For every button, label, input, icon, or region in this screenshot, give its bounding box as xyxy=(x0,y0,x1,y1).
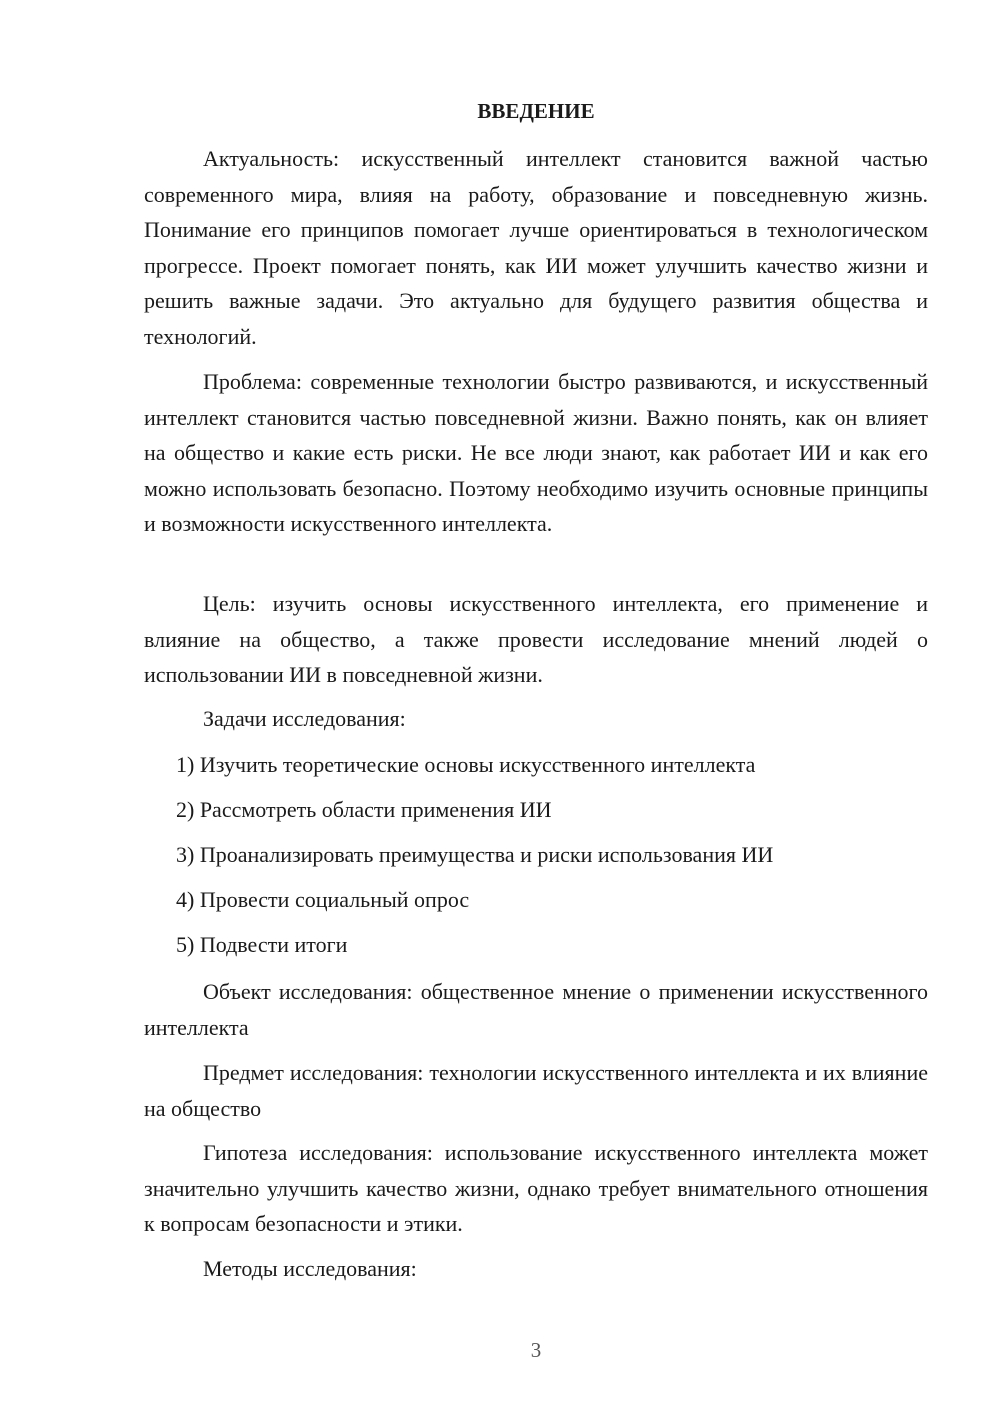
hypothesis-paragraph: Гипотеза исследования: использование искусственного интеллекта может значительно улучшить качество жизни, однако требует внимательного отношения к вопросам безопасности и этики. xyxy=(144,1140,928,1236)
goal-paragraph: Цель: изучить основы искусственного интеллекта, его применение и влияние на общество, а также провести исследование мнений людей о использовании ИИ в повседневной жизни. xyxy=(144,591,928,687)
relevance-paragraph: Актуальность: искусственный интеллект становится важной частью современного мира, влияя на работу, образование и повседневную жизнь. Понимание его принципов помогает лучше ориентироваться в технологическом прогрессе. Проект помогает понять, как ИИ может улучшить качество жизни и решить важные задачи. Это актуально для будущего развития общества и технологий. xyxy=(144,146,928,349)
task-item-3: 3) Проанализировать преимущества и риски использования ИИ xyxy=(176,842,774,867)
page-number: 3 xyxy=(530,1338,542,1362)
subject-paragraph: Предмет исследования: технологии искусственного интеллекта и их влияние на общество xyxy=(144,1060,928,1121)
tasks-heading: Задачи исследования: xyxy=(203,706,406,731)
object-paragraph: Объект исследования: общественное мнение о применении искусственного интеллекта xyxy=(144,979,928,1040)
task-item-4: 4) Провести социальный опрос xyxy=(176,887,470,912)
task-item-2: 2) Рассмотреть области применения ИИ xyxy=(176,797,552,822)
task-item-1: 1) Изучить теоретические основы искусственного интеллекта xyxy=(176,752,756,777)
task-item-5: 5) Подвести итоги xyxy=(176,932,348,957)
page-title: ВВЕДЕНИЕ xyxy=(477,99,595,123)
methods-heading: Методы исследования: xyxy=(203,1256,417,1281)
problem-paragraph: Проблема: современные технологии быстро развиваются, и искусственный интеллект становится частью повседневной жизни. Важно понять, как он влияет на общество и какие есть риски. Не все люди знают, как работает ИИ и как его можно использовать безопасно. Поэтому необходимо изучить основные принципы и возможности искусственного интеллекта. xyxy=(144,369,928,536)
